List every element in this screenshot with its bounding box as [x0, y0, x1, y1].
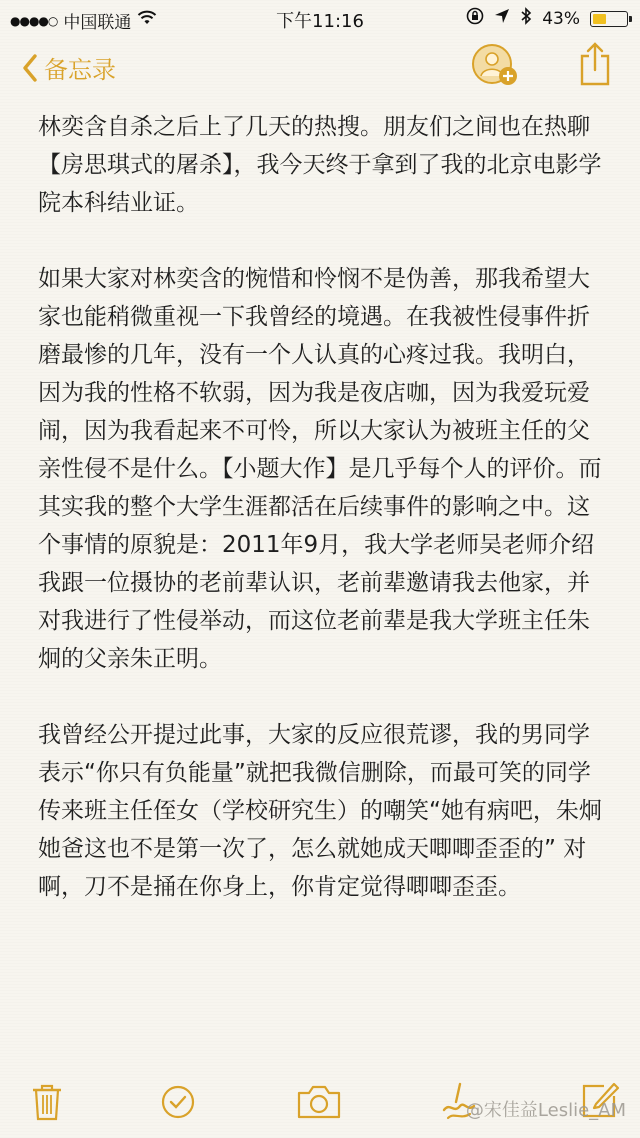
rotation-lock-icon	[466, 7, 484, 30]
status-right	[466, 7, 628, 30]
add-person-icon	[470, 42, 522, 90]
battery-level	[593, 14, 606, 24]
trash-icon	[30, 1082, 64, 1122]
note-body[interactable]	[38, 108, 610, 944]
bottom-toolbar	[0, 1068, 640, 1138]
note-paragraph: 林奕含自杀之后上了几天的热搜。朋友们之间也在热聊【房思琪式的屠杀】，我今天终于拿到了我的北京电影学院本科结业证。	[38, 114, 602, 216]
note-paragraph: 如果大家对林奕含的惋惜和怜悯不是伪善，那我希望大家也能稍微重视一下我曾经的境遇。在我被性侵事件折磨最惨的几年，没有一个人认真的心疼过我。我明白，因为我的性格不软弱，因为我是夜店咖，因为我爱玩爱闹，因为我看起来不可怜，所以大家认为被班主任的父亲性侵不是什么。【小题大作】是几乎每个人的评价。而其实我的整个大学生涯都活在后续事件的影响之中。这个事情的原貌是：2011年9月，我大学老师吴老师介绍我跟一位摄协的老前辈认识，老前辈邀请我去他家，并对我进行了性侵举动，而这位老前辈是我大学班主任朱炯的父亲朱正明。	[38, 266, 602, 672]
carrier-label: 中国联通	[63, 13, 132, 33]
checklist-button[interactable]	[160, 1084, 196, 1124]
chevron-left-icon	[22, 54, 38, 82]
navigation-bar	[0, 34, 640, 96]
camera-icon	[296, 1084, 342, 1120]
battery-icon	[590, 11, 628, 27]
checklist-icon	[160, 1084, 196, 1120]
share-button[interactable]	[578, 40, 612, 88]
camera-button[interactable]	[296, 1084, 342, 1124]
location-icon	[494, 8, 510, 29]
share-icon	[578, 40, 612, 88]
weibo-watermark: @宋佳益Leslie_AM	[465, 1100, 626, 1121]
signal-strength-icon: ●●●●○	[10, 13, 58, 28]
back-label: 备忘录	[44, 56, 116, 84]
status-time: 下午11:16	[276, 11, 364, 32]
trash-button[interactable]	[30, 1082, 64, 1126]
note-paragraph: 我曾经公开提过此事，大家的反应很荒谬，我的男同学表示“你只有负能量”就把我微信删除，而最可笑的同学传来班主任侄女（学校研究生）的嘲笑“她有病吧，朱炯她爸这也不是第一次了，怎么就她成天唧唧歪歪的” 对啊，刀不是捅在你身上，你肯定觉得唧唧歪歪。	[38, 722, 602, 900]
back-button[interactable]	[22, 50, 116, 85]
battery-percent: 43%	[542, 8, 580, 29]
add-people-button[interactable]	[470, 42, 522, 90]
status-bar	[0, 0, 640, 34]
bluetooth-icon	[520, 7, 532, 30]
